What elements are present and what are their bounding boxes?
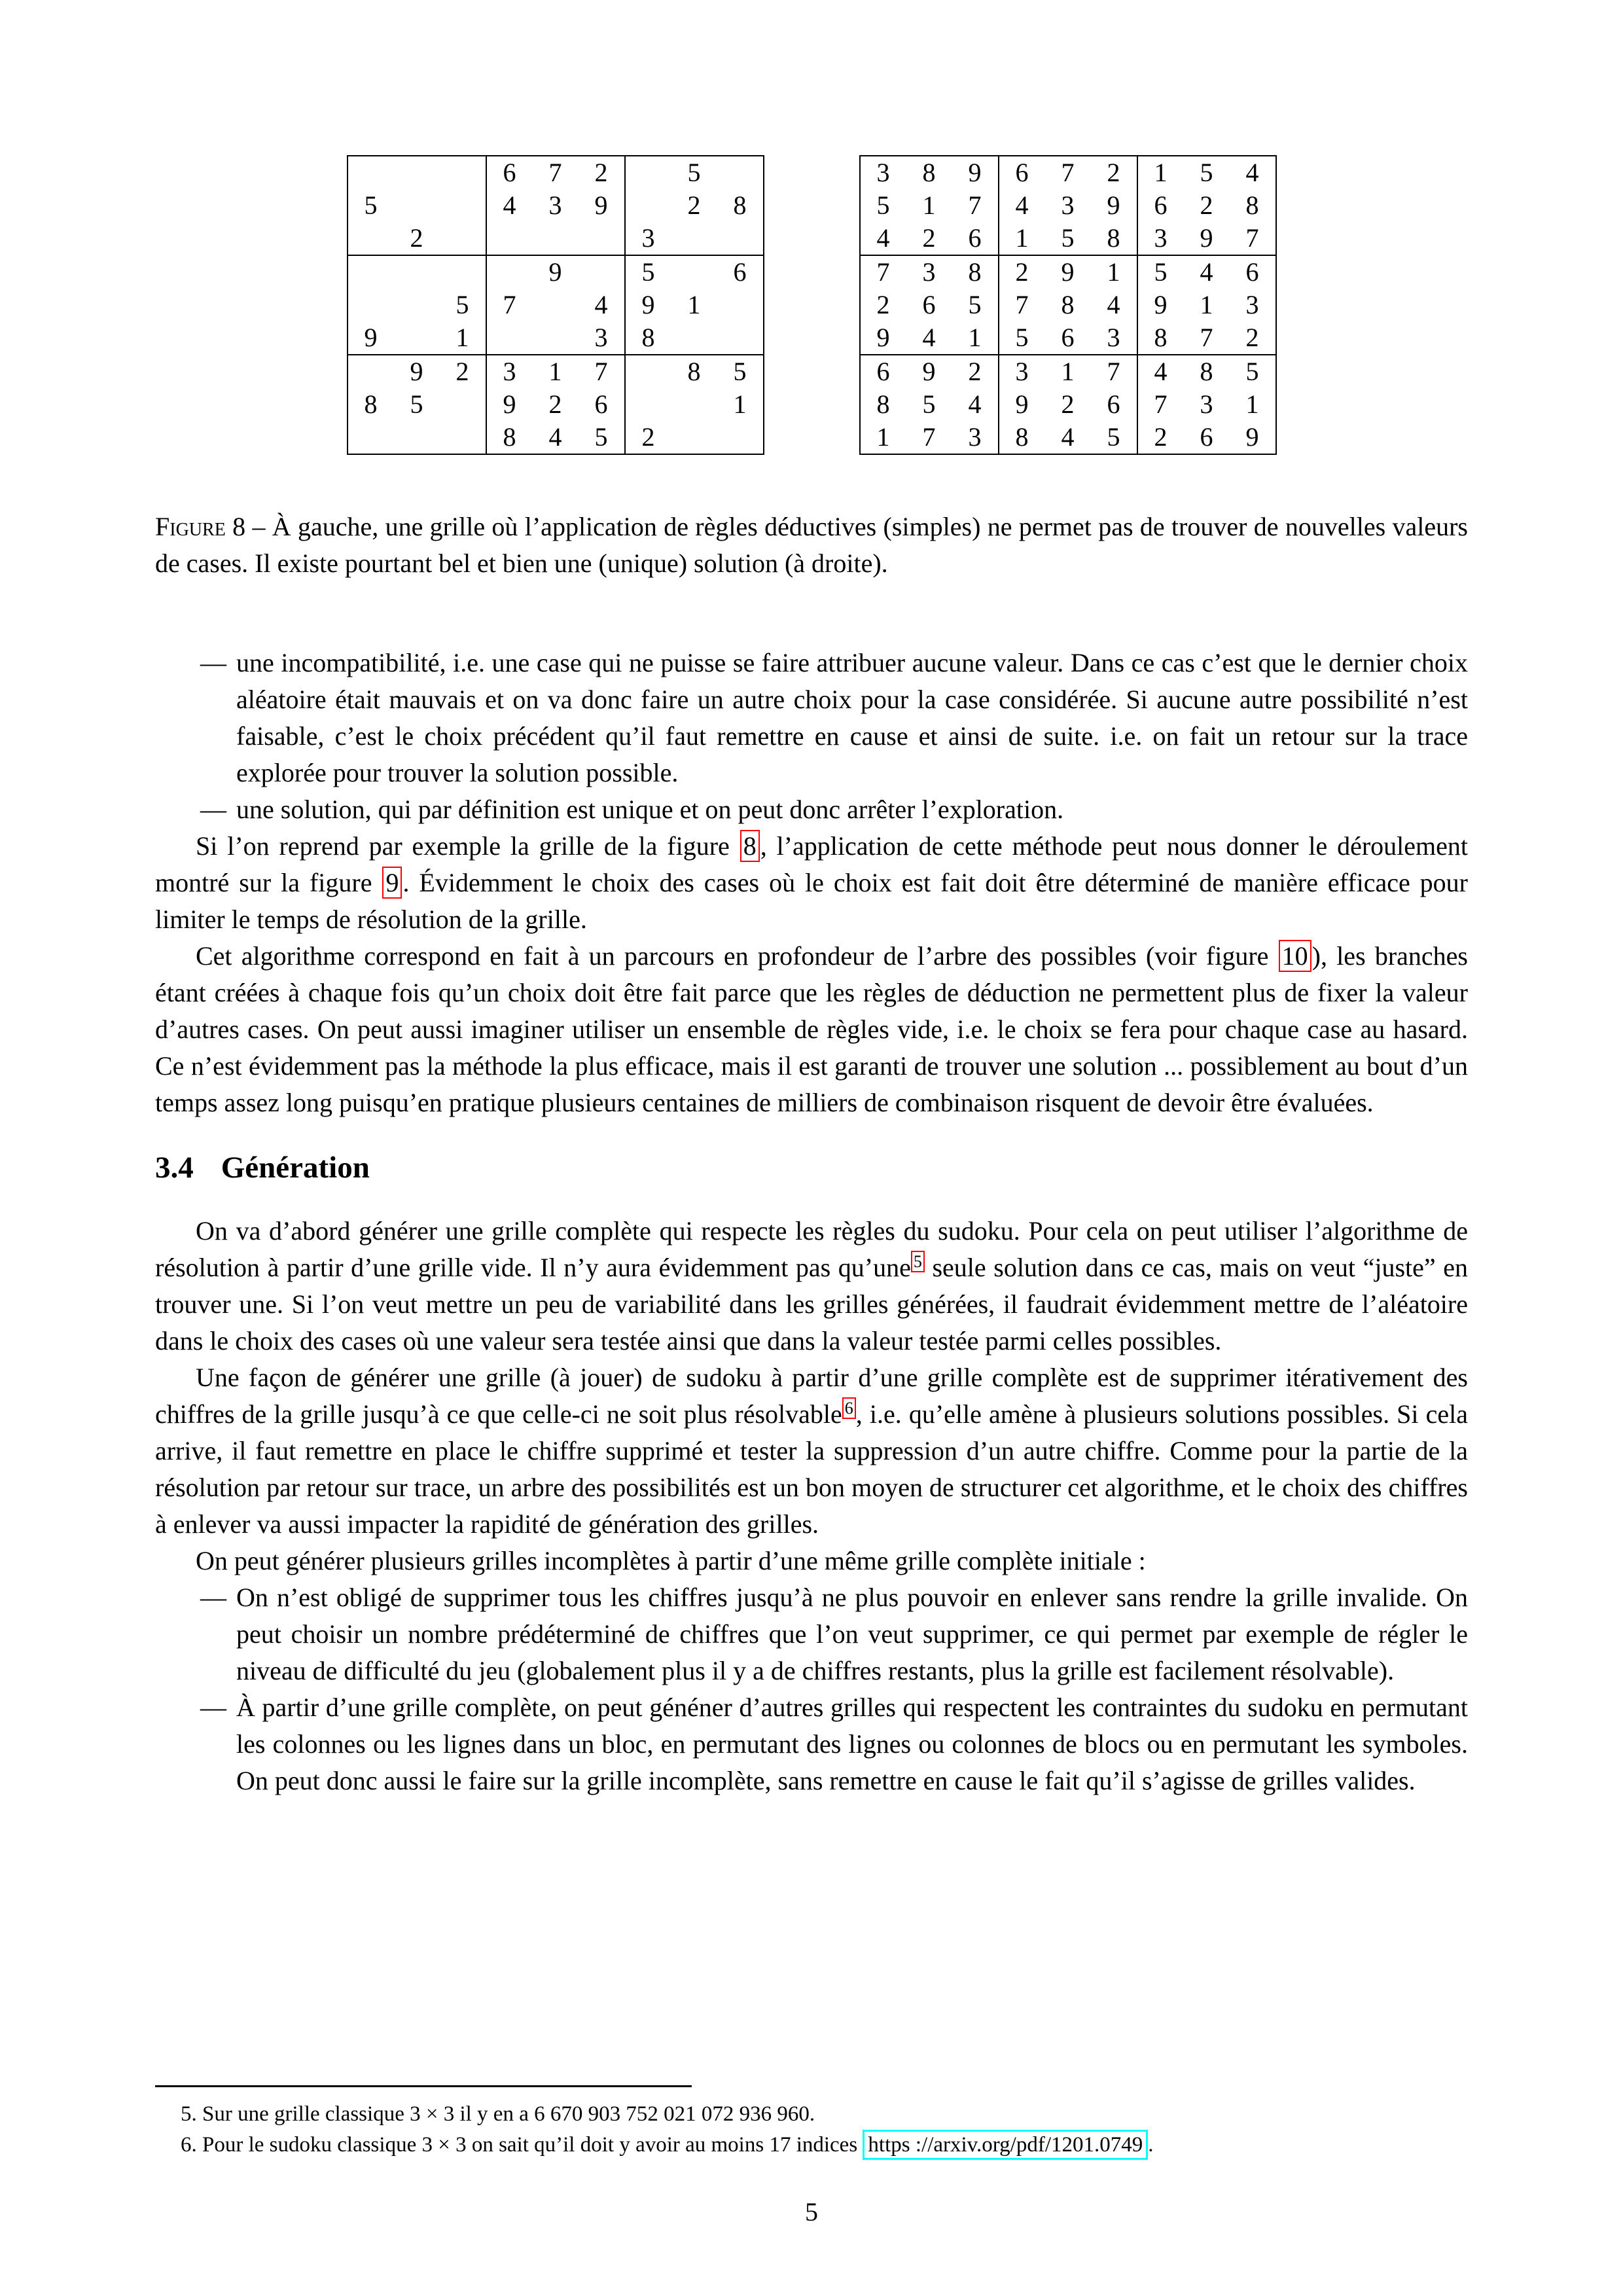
figure-reference-link[interactable]: 8: [740, 830, 760, 862]
sudoku-cell: 5: [579, 421, 625, 454]
dash-bullet: —: [200, 1692, 226, 1722]
sudoku-cell: 2: [394, 222, 440, 255]
footnotes-block: [155, 2085, 1468, 2161]
sudoku-cell: 6: [1200, 422, 1213, 452]
sudoku-cell: 6: [579, 388, 625, 421]
sudoku-cell: 5: [1091, 421, 1137, 454]
sudoku-cell: 1: [1091, 255, 1137, 289]
dash-bullet: —: [200, 648, 226, 677]
sudoku-cell: 3: [1245, 290, 1259, 319]
sudoku-cell: [394, 421, 440, 454]
list-item: [155, 645, 1468, 791]
figure-reference-link[interactable]: 10: [1279, 940, 1311, 972]
sudoku-cell: 1: [440, 321, 486, 355]
sudoku-cell: [486, 255, 533, 289]
sudoku-cell: 2: [906, 222, 952, 255]
page-number: 5: [805, 2197, 818, 2227]
sudoku-cell: [533, 289, 579, 321]
sudoku-cell: [717, 421, 764, 454]
sudoku-cell: [671, 388, 717, 421]
sudoku-cell: [486, 222, 533, 255]
sudoku-cell: [671, 421, 717, 454]
sudoku-cell: [486, 321, 533, 355]
list-item-text: une solution, qui par définition est unique et on peut donc arrêter l’exploration.: [236, 795, 1064, 824]
sudoku-cell: 5: [922, 389, 936, 419]
sudoku-cell: 6: [733, 257, 747, 287]
sudoku-cell: [625, 156, 671, 189]
sudoku-cell: 4: [860, 222, 906, 255]
footnote-5: 5. Sur une grille classique 3 × 3 il y en a 6 670 903 752 021 072 936 960.: [181, 2102, 815, 2126]
sudoku-cell: 3: [579, 321, 625, 355]
sudoku-cell: 2: [952, 355, 999, 388]
sudoku-row: [348, 156, 764, 189]
list-item: [155, 791, 1468, 828]
sudoku-cell: 8: [1091, 222, 1137, 255]
sudoku-cell: [533, 321, 579, 355]
sudoku-row: [860, 255, 1276, 289]
sudoku-cell: 5: [1045, 222, 1091, 255]
paragraph-generate-complete-grid: On va d’abord générer une grille complète qui respecte les règles du sudoku. Pour cela on peut utiliser l’algorithme de résolution à partir d’une grille vide. Il n’y aura évidemment pas qu’une $^5$ seule solution dans ce cas, mais on veut “juste” en trouver une. Si l’on veut mettre un peu de variabilité dans les grilles générées, il faudrait évidemment mettre de l’aléatoire dans le choix des cases où une valeur sera testée ainsi que dans la valeur testée parmi celles possibles.: [155, 1215, 1469, 1355]
sudoku-cell: 8: [503, 422, 516, 452]
sudoku-cell: 9: [503, 389, 516, 419]
figure-8-caption: Figure 8 – À gauche, une grille où l’application de règles déductives (simples) ne permet pas de trouver de nouvelles valeurs de cases. Il existe pourtant bel et bien une (unique) solution (à droite).: [155, 512, 1468, 578]
sudoku-cell: 4: [1154, 357, 1168, 386]
sudoku-cell: 6: [1154, 190, 1168, 220]
generation-options-list: [155, 1579, 1468, 1799]
sudoku-cell: [717, 289, 764, 321]
sudoku-cell: 4: [1061, 422, 1075, 452]
sudoku-cell: 6: [1045, 321, 1091, 355]
sudoku-cell: 2: [1154, 422, 1168, 452]
paragraph-backtracking-example: Si l’on reprend par exemple la grille de la figure 8 , l’application de cette méthode peut nous donner le déroulement montré sur la figure 9 . Évidemment le choix des cases où le choix est fait doit être déterminé de manière efficace pour limiter le temps de résolution de la grille.: [155, 831, 1468, 934]
sudoku-cell: [625, 189, 671, 222]
sudoku-row: [348, 355, 764, 388]
sudoku-cell: 2: [687, 190, 701, 220]
sudoku-grid-solution: [859, 155, 1277, 455]
sudoku-row: [348, 421, 764, 454]
sudoku-cell: 9: [410, 357, 423, 386]
arxiv-url-link[interactable]: https ://arxiv.org/pdf/1201.0749: [863, 2130, 1148, 2160]
sudoku-row: [860, 189, 1276, 222]
sudoku-cell: 6: [952, 222, 999, 255]
dash-bullet: —: [200, 795, 226, 824]
footnote-rule: [155, 2085, 692, 2087]
sudoku-cell: 9: [548, 257, 562, 287]
sudoku-cell: [348, 255, 394, 289]
sudoku-cell: 9: [952, 156, 999, 189]
sudoku-cell: 1: [1154, 158, 1168, 187]
sudoku-cell: 3: [1137, 222, 1184, 255]
sudoku-cell: 9: [1015, 389, 1029, 419]
sudoku-row: [860, 289, 1276, 321]
sudoku-cell: [440, 255, 486, 289]
sudoku-cell: 4: [1200, 257, 1213, 287]
sudoku-cell: [671, 255, 717, 289]
section-title: Génération: [221, 1151, 370, 1185]
sudoku-cell: [440, 156, 486, 189]
sudoku-cell: 6: [1015, 158, 1029, 187]
sudoku-cell: 1: [1061, 357, 1075, 386]
sudoku-cell: 8: [922, 158, 936, 187]
sudoku-cell: 7: [1230, 222, 1276, 255]
section-heading-generation: [155, 1151, 1468, 1185]
sudoku-cell: 1: [1200, 290, 1213, 319]
sudoku-cell: [440, 421, 486, 454]
sudoku-cell: 3: [1200, 389, 1213, 419]
sudoku-cell: 2: [579, 156, 625, 189]
sudoku-cell: 9: [860, 321, 906, 355]
sudoku-cell: 7: [1184, 321, 1230, 355]
sudoku-cell: [717, 321, 764, 355]
sudoku-cell: 1: [952, 321, 999, 355]
sudoku-cell: 6: [922, 290, 936, 319]
sudoku-cell: [625, 388, 671, 421]
sudoku-cell: [348, 156, 394, 189]
dash-bullet: —: [200, 1582, 226, 1612]
sudoku-cell: 5: [999, 321, 1045, 355]
sudoku-cell: 7: [1061, 158, 1075, 187]
sudoku-cell: 7: [1015, 290, 1029, 319]
sudoku-cell: [348, 222, 394, 255]
sudoku-cell: 8: [1015, 422, 1029, 452]
sudoku-cell: [671, 321, 717, 355]
sudoku-cell: 8: [733, 190, 747, 220]
sudoku-cell: 3: [952, 421, 999, 454]
sudoku-cell: [579, 255, 625, 289]
sudoku-cell: 9: [348, 321, 394, 355]
figure-8: [155, 0, 1468, 455]
sudoku-cell: 8: [364, 389, 378, 419]
list-item-text: À partir d’une grille complète, on peut généner d’autres grilles qui respectent les contraintes du sudoku en permutant les colonnes ou les lignes dans un bloc, en permutant des lignes ou colonnes de blocs ou en permutant les symboles. On peut donc aussi le faire sur la grille incomplète, sans remettre en cause le fait qu’il s’agisse de grilles valides.: [236, 1692, 1468, 1795]
sudoku-cell: 5: [410, 389, 423, 419]
sudoku-row: [348, 255, 764, 289]
sudoku-cell: 6: [1091, 388, 1137, 421]
sudoku-cell: 5: [876, 190, 890, 220]
sudoku-row: [348, 388, 764, 421]
sudoku-cell: 4: [548, 422, 562, 452]
sudoku-cell: 5: [733, 357, 747, 386]
section-number: 3.4: [155, 1151, 194, 1185]
list-item-text: une incompatibilité, i.e. une case qui ne puisse se faire attribuer aucune valeur. Dans ce cas c’est que le dernier choix aléatoire était mauvais et on va donc faire un autre choix pour la case considérée. Si aucune autre possibilité n’est faisable, c’est le choix précédent qu’il faut remettre en cause et ainsi de suite. i.e. on fait un retour sur la trace explorée pour trouver la solution possible.: [236, 648, 1468, 787]
sudoku-cell: 4: [1015, 190, 1029, 220]
list-item-text: On n’est obligé de supprimer tous les chiffres jusqu’à ne plus pouvoir en enlever sans rendre la grille invalide. On peut choisir un nombre prédéterminé de chiffres que l’on veut supprimer, ce qui permet par exemple de régler le niveau de difficulté du jeu (globalement plus il y a de chiffres restants, plus la grille est facilement résolvable).: [236, 1582, 1468, 1685]
sudoku-row: [348, 189, 764, 222]
sudoku-cell: 4: [952, 388, 999, 421]
sudoku-cell: [671, 222, 717, 255]
sudoku-row: [348, 289, 764, 321]
sudoku-cell: 1: [733, 389, 747, 419]
sudoku-cell: 1: [922, 190, 936, 220]
sudoku-cell: 1: [1245, 389, 1259, 419]
sudoku-cell: 8: [876, 389, 890, 419]
sudoku-cell: 4: [503, 190, 516, 220]
sudoku-cell: 2: [1230, 321, 1276, 355]
sudoku-cell: [625, 355, 671, 388]
sudoku-row: [860, 388, 1276, 421]
sudoku-cell: 6: [1245, 257, 1259, 287]
sudoku-row: [860, 421, 1276, 454]
sudoku-cell: 9: [1184, 222, 1230, 255]
sudoku-cell: [579, 222, 625, 255]
sudoku-cell: [440, 189, 486, 222]
sudoku-cell: 5: [1200, 158, 1213, 187]
sudoku-row: [860, 355, 1276, 388]
sudoku-cell: 3: [503, 357, 516, 386]
sudoku-cell: 9: [579, 189, 625, 222]
sudoku-cell: 4: [1091, 289, 1137, 321]
sudoku-cell: 8: [952, 255, 999, 289]
sudoku-cell: 9: [641, 290, 655, 319]
sudoku-cell: [394, 321, 440, 355]
solver-outcomes-list: [155, 645, 1468, 828]
sudoku-cell: 8: [625, 321, 671, 355]
sudoku-cell: 5: [641, 257, 655, 287]
sudoku-cell: 1: [999, 222, 1045, 255]
sudoku-cell: 7: [1154, 389, 1168, 419]
footnote-marker-link[interactable]: 6: [842, 1397, 856, 1419]
sudoku-cell: 2: [548, 389, 562, 419]
sudoku-cell: [394, 189, 440, 222]
sudoku-cell: [717, 156, 764, 189]
sudoku-grid-puzzle: [347, 155, 764, 455]
sudoku-cell: 7: [1091, 355, 1137, 388]
sudoku-row: [348, 321, 764, 355]
footnote-marker-link[interactable]: 5: [911, 1251, 925, 1272]
sudoku-cell: 7: [876, 257, 890, 287]
sudoku-cell: 9: [1061, 257, 1075, 287]
sudoku-cell: 7: [922, 422, 936, 452]
sudoku-cell: 2: [876, 290, 890, 319]
figure-reference-link[interactable]: 9: [382, 867, 402, 899]
sudoku-cell: 2: [1061, 389, 1075, 419]
sudoku-cell: 8: [687, 357, 701, 386]
sudoku-cell: 1: [876, 422, 890, 452]
sudoku-cell: 6: [503, 158, 516, 187]
sudoku-cell: 8: [1061, 290, 1075, 319]
sudoku-cell: 3: [548, 190, 562, 220]
sudoku-cell: 3: [625, 222, 671, 255]
sudoku-cell: 3: [1061, 190, 1075, 220]
sudoku-row: [860, 156, 1276, 189]
sudoku-cell: [717, 222, 764, 255]
sudoku-cell: 8: [1200, 357, 1213, 386]
sudoku-cell: 2: [641, 422, 655, 452]
sudoku-row: [348, 222, 764, 255]
sudoku-cell: 5: [1245, 357, 1259, 386]
sudoku-cell: 9: [922, 357, 936, 386]
sudoku-cell: 4: [1245, 158, 1259, 187]
sudoku-cell: 8: [1245, 190, 1259, 220]
footnote-6: 6. Pour le sudoku classique 3 × 3 on sait qu’il doit y avoir au moins 17 indices https ://arxiv.org/pdf/1201.0749 .: [181, 2130, 1468, 2161]
sudoku-cell: 9: [1154, 290, 1168, 319]
sudoku-cell: 1: [548, 357, 562, 386]
sudoku-cell: 7: [952, 189, 999, 222]
sudoku-cell: 2: [1015, 257, 1029, 287]
sudoku-cell: 5: [1154, 257, 1168, 287]
sudoku-cell: [394, 255, 440, 289]
sudoku-cell: 5: [364, 190, 378, 220]
sudoku-cell: 8: [1137, 321, 1184, 355]
sudoku-cell: 9: [1091, 189, 1137, 222]
sudoku-cell: [394, 289, 440, 321]
sudoku-cell: [348, 355, 394, 388]
sudoku-cell: 2: [1091, 156, 1137, 189]
sudoku-cell: 9: [1245, 422, 1259, 452]
sudoku-cell: 3: [922, 257, 936, 287]
sudoku-cell: 7: [503, 290, 516, 319]
figure-caption-label: Figure: [155, 512, 226, 541]
paragraph-several-incomplete-grids: On peut générer plusieurs grilles incomplètes à partir d’une même grille complète initiale :: [196, 1545, 1146, 1575]
list-item: [155, 1579, 1468, 1689]
paragraph-remove-digits: Une façon de générer une grille (à jouer) de sudoku à partir d’une grille complète est de supprimer itérativement des chiffres de la grille jusqu’à ce que celle-ci ne soit plus résolvable $^6$ , i.e. qu’elle amène à plusieurs solutions possibles. Si cela arrive, il faut remettre en place le chiffre supprimé et tester la suppression d’un autre chiffre. Comme pour la partie de la résolution par retour sur trace, un arbre des possibilités est un bon moyen de structurer cet algorithme, et le choix des chiffres à enlever va aussi impacter la rapidité de génération des grilles.: [155, 1362, 1468, 1539]
sudoku-cell: 5: [440, 289, 486, 321]
sudoku-cell: 4: [579, 289, 625, 321]
sudoku-cell: [440, 222, 486, 255]
sudoku-cell: [394, 156, 440, 189]
sudoku-cell: 2: [440, 355, 486, 388]
sudoku-cell: [348, 421, 394, 454]
sudoku-row: [860, 222, 1276, 255]
sudoku-cell: 3: [1091, 321, 1137, 355]
sudoku-cell: 2: [1200, 190, 1213, 220]
paragraph-depth-first-search: Cet algorithme correspond en fait à un parcours en profondeur de l’arbre des possibles (voir figure 10 ), les branches étant créées à chaque fois qu’un choix doit être fait parce que les règles de déduction ne permettent plus de fixer la valeur d’autres cases. On peut aussi imaginer utiliser un ensemble de règles vide, i.e. le choix se fera pour chaque case au hasard. Ce n’est évidemment pas la méthode la plus efficace, mais il est garanti de trouver une solution ... possiblement au bout d’un temps assez long puisqu’en pratique plusieurs centaines de milliers de combinaison risquent de devoir être évaluées.: [155, 941, 1468, 1117]
sudoku-cell: 4: [906, 321, 952, 355]
sudoku-cell: 1: [687, 290, 701, 319]
sudoku-cell: 7: [579, 355, 625, 388]
sudoku-cell: 5: [687, 158, 701, 187]
list-item: [155, 1689, 1468, 1799]
sudoku-cell: 3: [876, 158, 890, 187]
sudoku-cell: 7: [548, 158, 562, 187]
sudoku-row: [860, 321, 1276, 355]
sudoku-cell: 5: [952, 289, 999, 321]
sudoku-cell: 3: [1015, 357, 1029, 386]
sudoku-cell: [440, 388, 486, 421]
sudoku-cell: 6: [876, 357, 890, 386]
sudoku-cell: [533, 222, 579, 255]
sudoku-cell: [348, 289, 394, 321]
